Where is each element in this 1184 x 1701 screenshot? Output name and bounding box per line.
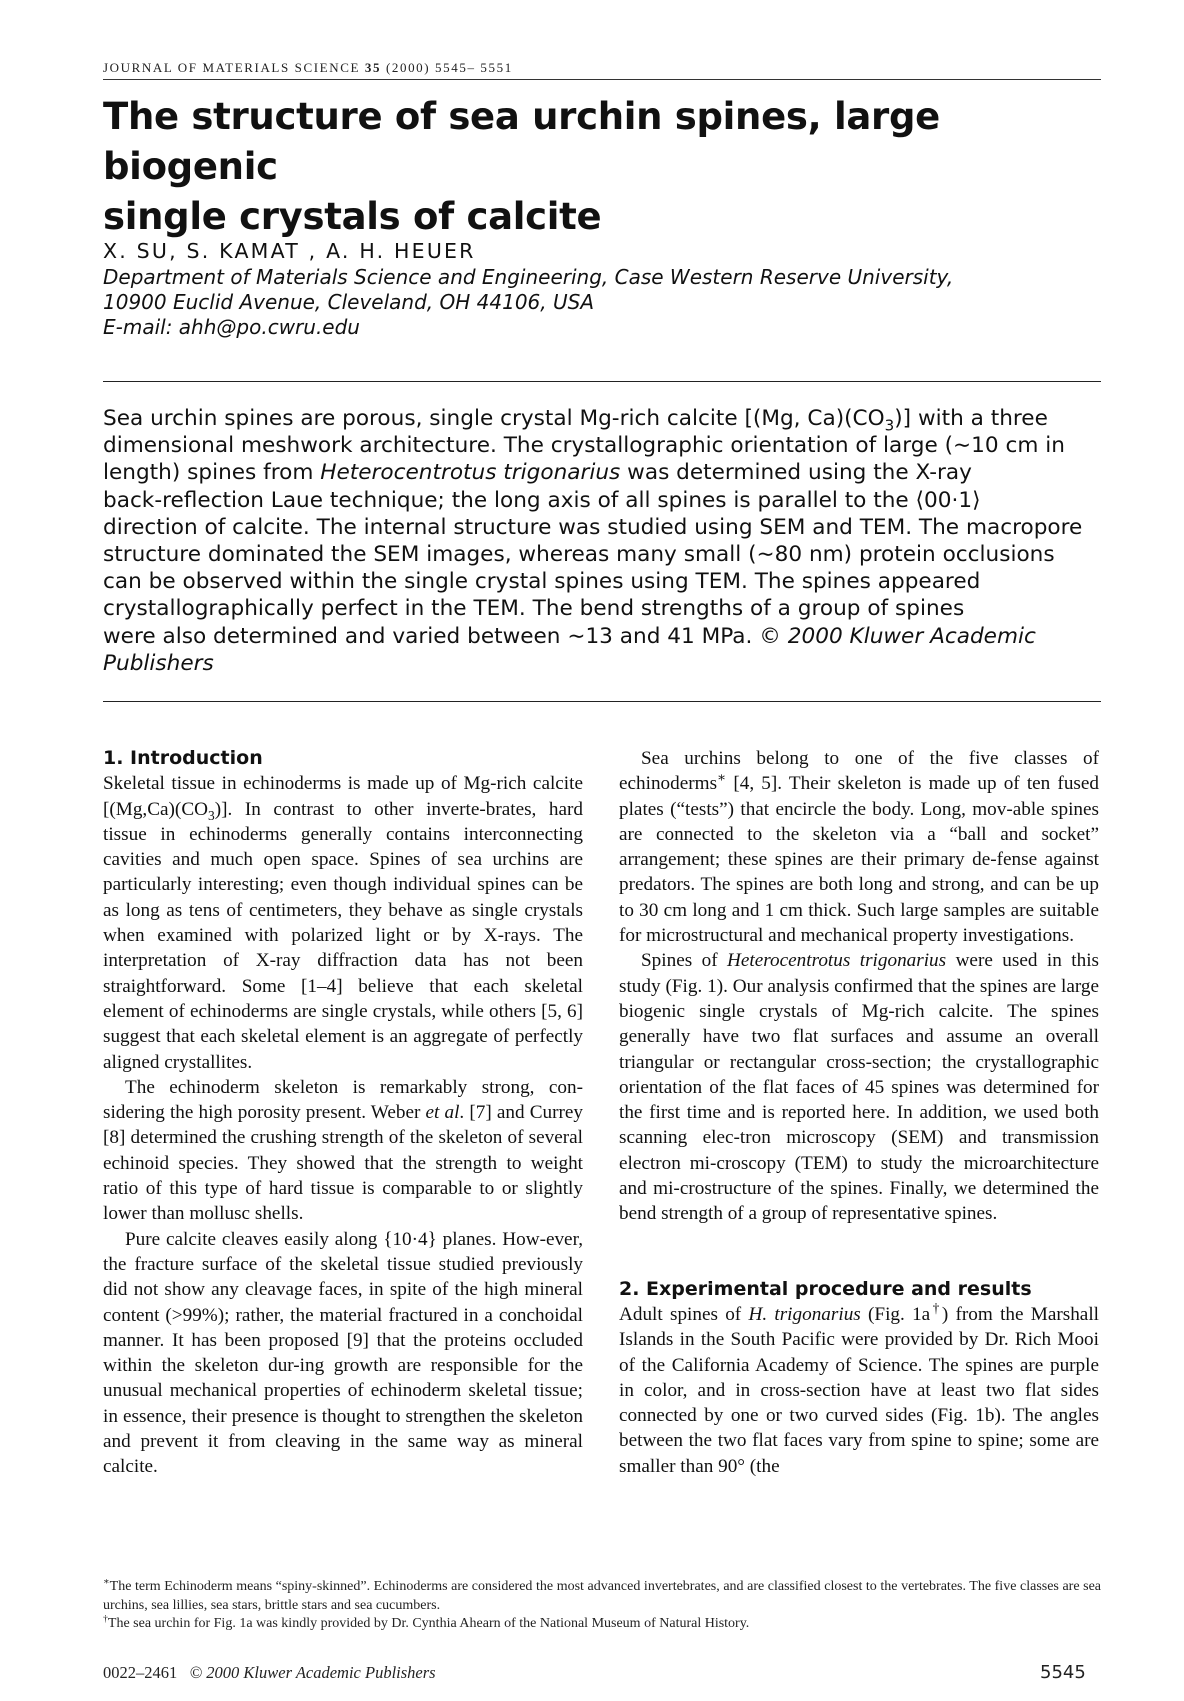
left-column	[103, 746, 583, 1480]
section-heading: 1. Introduction	[103, 747, 263, 769]
footnote-marker: †	[930, 1300, 942, 1316]
page-number: 5545	[1040, 1662, 1086, 1683]
abstract-line: length) spines from Heterocentrotus trigonarius was determined using the X-ray	[103, 460, 972, 486]
affiliation-department: Department of Materials Science and Engineering, Case Western Reserve University,	[103, 265, 954, 289]
issn: 0022–2461	[103, 1663, 178, 1682]
abstract-line: direction of calcite. The internal structure was studied using SEM and TEM. The macropore	[103, 514, 1083, 540]
affiliation-address: 10900 Euclid Avenue, Cleveland, OH 44106, USA	[103, 290, 595, 314]
footnotes	[103, 1578, 1101, 1634]
footer-copyright: © 2000 Kluwer Academic Publishers	[189, 1663, 436, 1682]
paragraph: Adult spines of H. trigonarius (Fig. 1a†) from the Marshall Islands in the South Pacific were provided by Dr. Rich Mooi of the California Academy of Science. The spines are purple in color, and in cross-section have at least two flat sides connected by one or two curved sides (Fig. 1b). The angles between the two flat faces vary from spine to spine; some are smaller than 90° (the	[619, 1300, 1099, 1477]
footnote: ∗The term Echinoderm means “spiny-skinned”. Echinoderms are considered the most advanced invertebrates, and are classified closest to the vertebrates. The five classes are sea urchins, sea lillies, sea stars, brittle stars and sea cucumbers.	[103, 1576, 1101, 1613]
abstract-line: were also determined and varied between ∼13 and 41 MPa. © 2000 Kluwer Academic	[103, 623, 1036, 649]
paragraph: Pure calcite cleaves easily along {10·4} planes. How-ever, the fracture surface of the skeletal tissue studied previously did not show any cleavage faces, in spite of the high mineral content (>99%); rather, the material fractured in a conchoidal manner. It has been proposed [9] that the proteins occluded within the skeleton dur-ing growth are responsible for the unusual mechanical properties of echinoderm skeletal tissue; in essence, their presence is thought to strengthen the skeleton and prevent it from cleaving in the same way as mineral calcite.	[103, 1228, 583, 1478]
footnote-marker: ∗	[717, 769, 727, 785]
affiliation	[103, 265, 1103, 340]
right-column	[619, 746, 1099, 1479]
abstract-bottom-rule	[103, 701, 1101, 702]
title-line: The structure of sea urchin spines, large biogenic	[103, 95, 940, 188]
paragraph: Spines of Heterocentrotus trigonarius were used in this study (Fig. 1). Our analysis confirmed that the spines are large biogenic single crystals of Mg-rich calcite. The spines generally have two flat surfaces and assume an overall triangular or rectangular cross-section; the crystallographic orientation of the flat faces of 45 spines was determined for the first time and is reported here. In addition, we used both scanning elec-tron microscopy (SEM) and transmission electron mi-croscopy (TEM) to study the microarchitecture and mi-crostructure of the spines. Finally, we determined the bend strength of a group of representative spines.	[619, 950, 1099, 1225]
section-spacer	[619, 1227, 1099, 1277]
affiliation-email: E-mail: ahh@po.cwru.edu	[103, 315, 360, 339]
paragraph: The echinoderm skeleton is remarkably strong, con-sidering the high porosity present. Weber et al. [7] and Currey [8] determined the crushing strength of the skeleton of several echinoid species. They showed that the strength to weight ratio of this type of hard tissue is comparable to or slightly lower than mollusc shells.	[103, 1076, 583, 1225]
author-list: X. SU, S. KAMAT , A. H. HEUER	[103, 239, 476, 263]
running-head	[103, 60, 1101, 76]
section-heading: 2. Experimental procedure and results	[619, 1277, 1032, 1300]
abstract-line: can be observed within the single crystal spines using TEM. The spines appeared	[103, 569, 981, 595]
paragraph: Sea urchins belong to one of the five classes of echinoderms∗ [4, 5]. Their skeleton is made up of ten fused plates (“tests”) that encircle the body. Long, mov-able spines are connected to the skeleton via a “ball and socket” arrangement; these spines are their primary de-fense against predators. The spines are both long and strong, and can be up to 30 cm long and 1 cm thick. Such large samples are suitable for microstructural and mechanical property investigations.	[619, 748, 1099, 947]
abstract-line: crystallographically perfect in the TEM. The bend strengths of a group of spines	[103, 596, 965, 622]
journal-name: JOURNAL OF MATERIALS SCIENCE	[103, 60, 361, 75]
abstract-line: structure dominated the SEM images, whereas many small (∼80 nm) protein occlusions	[103, 542, 1055, 568]
article-title	[103, 92, 1103, 242]
abstract-line: Publishers	[103, 650, 214, 676]
footer-issn-copyright	[103, 1663, 436, 1683]
abstract-line: dimensional meshwork architecture. The crystallographic orientation of large (∼10 cm in	[103, 433, 1065, 459]
abstract-line: Sea urchin spines are porous, single crystal Mg-rich calcite [(Mg, $Ca)(CO_3)$] with a three	[103, 406, 1048, 435]
header-rule	[103, 79, 1101, 80]
abstract-line: back-reflection Laue technique; the long axis of all spines is parallel to the ⟨00·1⟩	[103, 487, 981, 513]
species-name: Heterocentrotus trigonarius	[320, 460, 621, 486]
abstract-copyright: © 2000 Kluwer Academic	[759, 623, 1036, 649]
journal-year-pages: (2000) 5545– 5551	[385, 60, 513, 75]
paragraph: Skeletal tissue in echinoderms is made up of Mg-rich calcite $[(Mg,Ca)(CO_3)]$. In contrast to other inverte-brates, hard tissue in echinoderms generally contains interconnecting cavities and much open space. Spines of sea urchins are particularly interesting; even though individual spines can be as long as tens of centimeters, they behave as single crystals when examined with polarized light or by X-rays. The interpretation of X-ray diffraction data has not been straightforward. Some [1–4] believe that each skeletal element of echinoderms are single crystals, while others [5, 6] suggest that each skeletal element is an aggregate of perfectly aligned crystallites.	[103, 773, 583, 1073]
abstract-top-rule	[103, 381, 1101, 382]
footnote: †The sea urchin for Fig. 1a was kindly provided by Dr. Cynthia Ahearn of the National Museum of Natural History.	[103, 1613, 750, 1632]
journal-volume: 35	[364, 60, 382, 75]
title-line: single crystals of calcite	[103, 195, 602, 238]
abstract	[103, 405, 1103, 677]
